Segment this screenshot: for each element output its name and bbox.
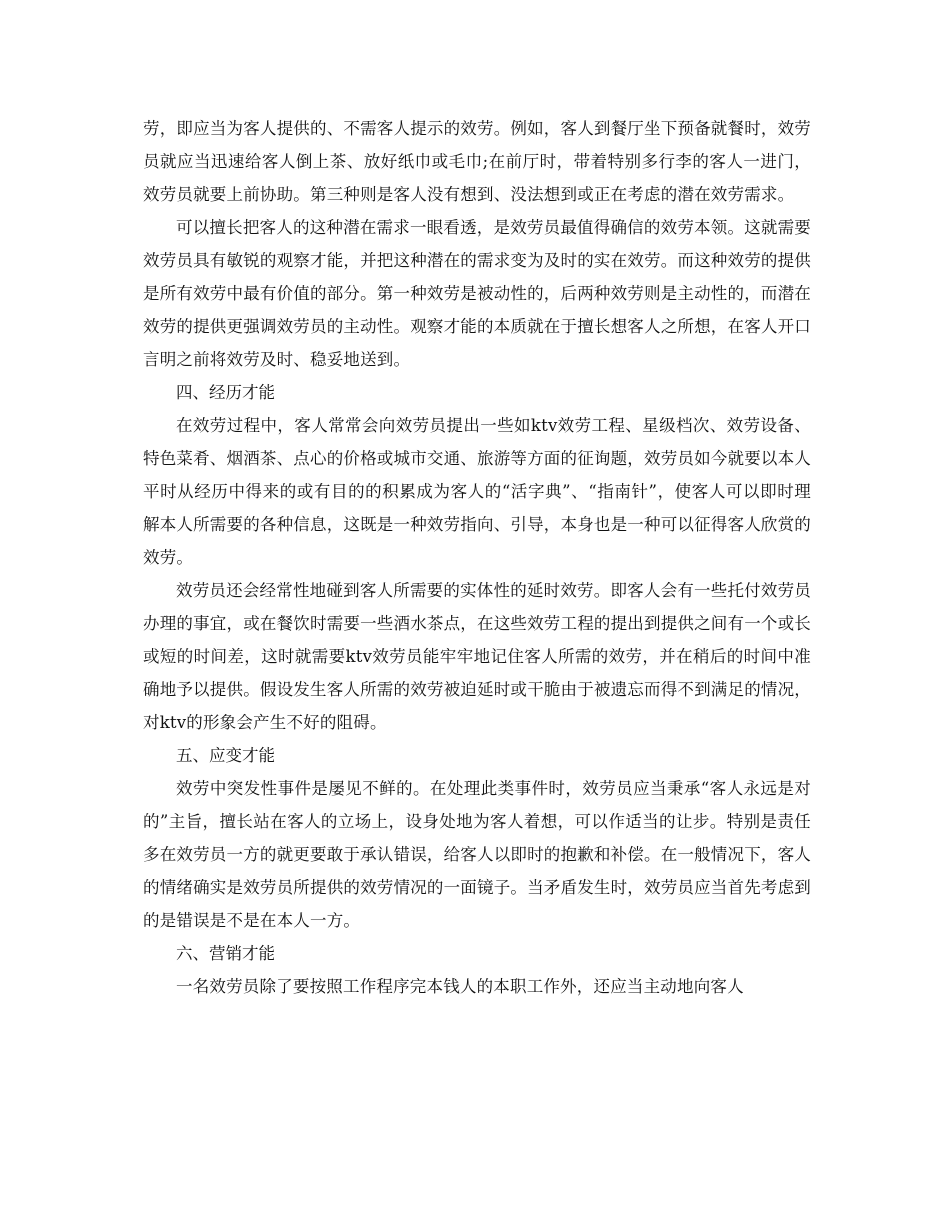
paragraph: 可以擅长把客人的这种潜在需求一眼看透，是效劳员最值得确信的效劳本领。这就需要效劳员具有敏锐的观察才能，并把这种潜在的需求变为及时的实在效劳。而这种效劳的提供是所有效劳中最有价值的部分。第一种效劳是被动性的，后两种效劳则是主动性的，而潜在效劳的提供更强调效劳员的主动性。观察才能的本质就在于擅长想客人之所想，在客人开口言明之前将效劳及时、稳妥地送到。 — [143, 218, 811, 369]
section-heading: 五、应变才能 — [176, 746, 275, 765]
section-heading: 四、经历才能 — [176, 383, 275, 402]
paragraph: 在效劳过程中，客人常常会向效劳员提出一些如ktv效劳工程、星级档次、效劳设备、特色菜肴、烟酒茶、点心的价格或城市交通、旅游等方面的征询题，效劳员如今就要以本人平时从经历中得来的或有目的的积累成为客人的“活字典”、“指南针”，使客人可以即时理解本人所需要的各种信息，这既是一种效劳指向、引导，本身也是一种可以征得客人欣赏的效劳。 — [143, 416, 811, 567]
paragraph: 效劳中突发性事件是屡见不鲜的。在处理此类事件时，效劳员应当秉承“客人永远是对的”主旨，擅长站在客人的立场上，设身处地为客人着想，可以作适当的让步。特别是责任多在效劳员一方的就更要敢于承认错误，给客人以即时的抱歉和补偿。在一般情况下，客人的情绪确实是效劳员所提供的效劳情况的一面镜子。当矛盾发生时，效劳员应当首先考虑到的是错误是不是在本人一方。 — [143, 779, 811, 930]
paragraph: 劳，即应当为客人提供的、不需客人提示的效劳。例如，客人到餐厅坐下预备就餐时，效劳员就应当迅速给客人倒上茶、放好纸巾或毛巾;在前厅时，带着特别多行李的客人一进门，效劳员就要上前协助。第三种则是客人没有想到、没法想到或正在考虑的潜在效劳需求。 — [143, 119, 811, 204]
paragraph: 一名效劳员除了要按照工作程序完本钱人的本职工作外，还应当主动地向客人 — [176, 977, 744, 996]
section-heading: 六、营销才能 — [176, 944, 275, 963]
document-page — [143, 112, 811, 1003]
paragraph: 效劳员还会经常性地碰到客人所需要的实体性的延时效劳。即客人会有一些托付效劳员办理的事宜，或在餐饮时需要一些酒水茶点，在这些效劳工程的提出到提供之间有一个或长或短的时间差，这时就需要ktv效劳员能牢牢地记住客人所需的效劳，并在稍后的时间中准确地予以提供。假设发生客人所需的效劳被迫延时或干脆由于被遗忘而得不到满足的情况，对ktv的形象会产生不好的阻碍。 — [143, 581, 811, 732]
